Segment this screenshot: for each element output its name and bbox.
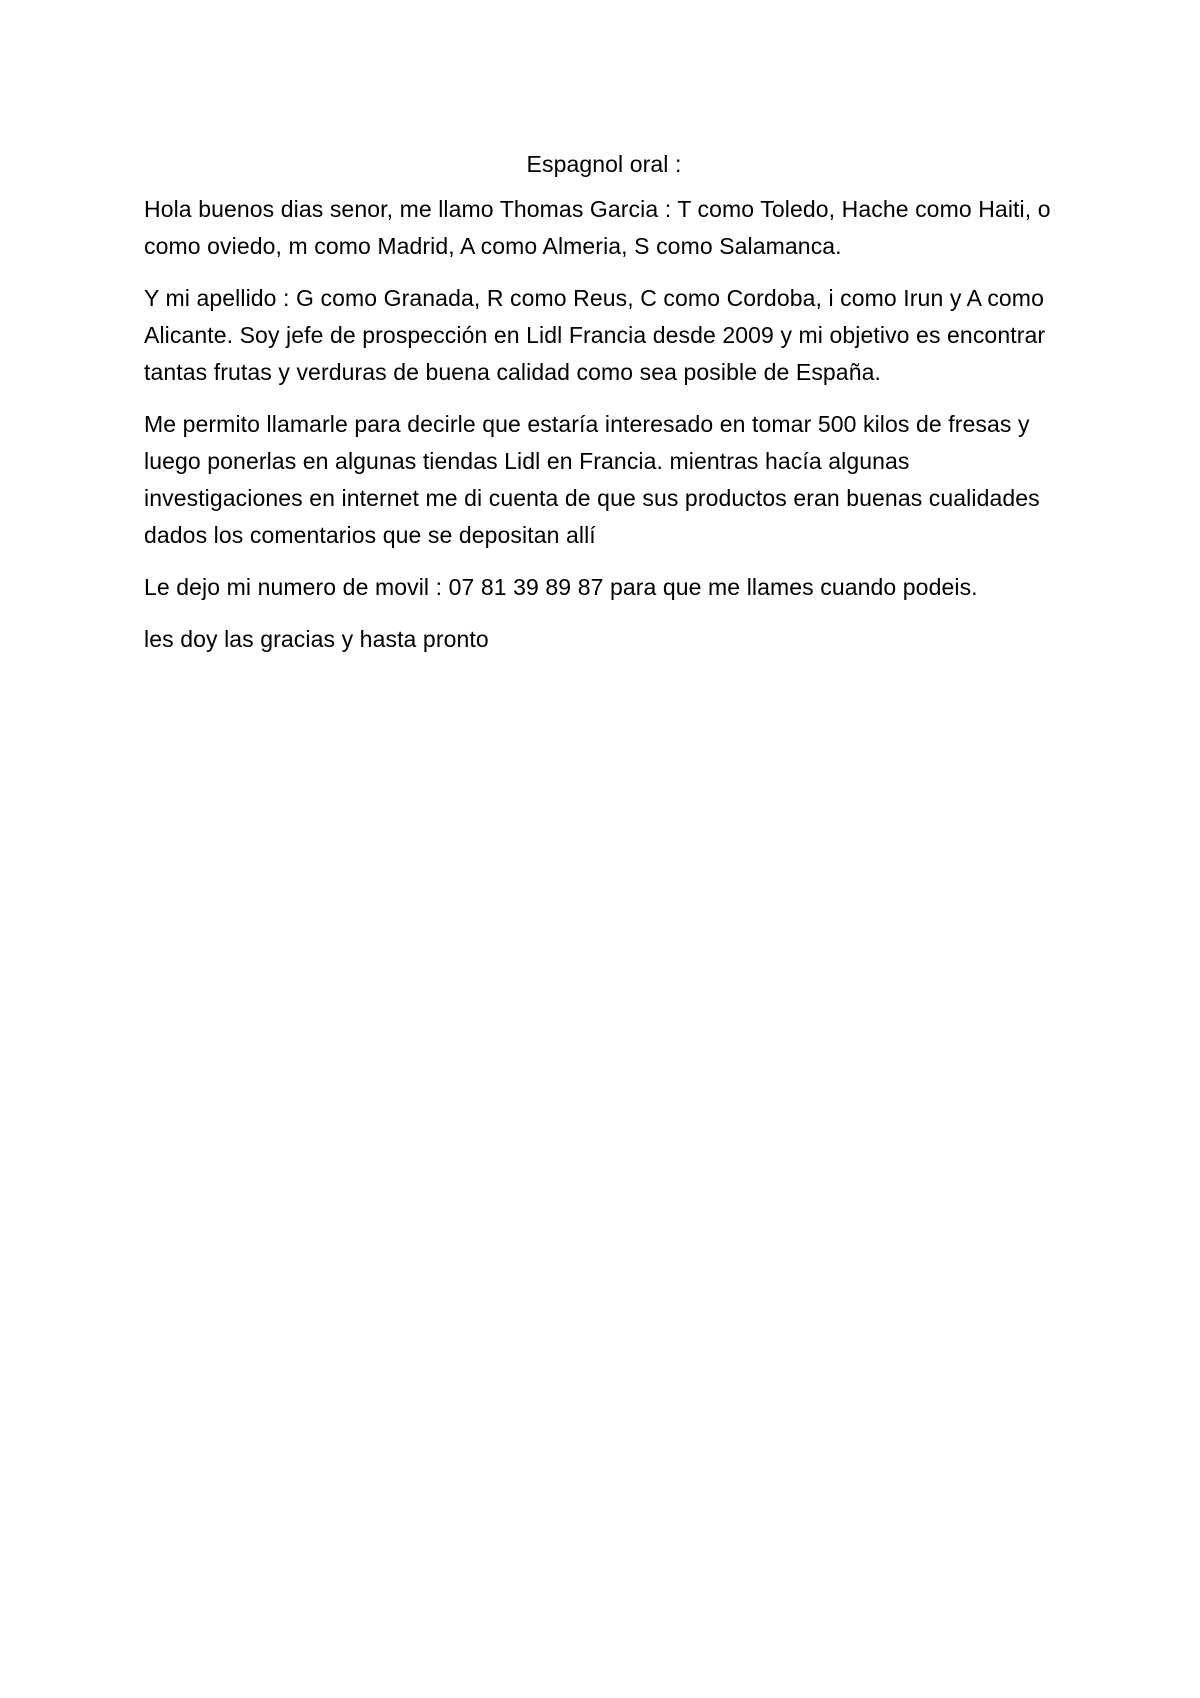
document-title: Espagnol oral : bbox=[526, 151, 682, 177]
paragraph-request: Me permito llamarle para decirle que estaría interesado en tomar 500 kilos de fresas y luego ponerlas en algunas tiendas Lidl en Francia. mientras hacía algunas investigaciones en internet me di cuenta de que sus productos eran buenas cualidades dados los comentarios que se depositan allí bbox=[144, 411, 1040, 548]
paragraph-closing: les doy las gracias y hasta pronto bbox=[144, 626, 489, 652]
document-body bbox=[144, 146, 1064, 673]
paragraph-surname-and-role: Y mi apellido : G como Granada, R como Reus, C como Cordoba, i como Irun y A como Alicante. Soy jefe de prospección en Lidl Francia desde 2009 y mi objetivo es encontrar tantas frutas y verduras de buena calidad como sea posible de España. bbox=[144, 285, 1046, 385]
paragraph-name-spelling: Hola buenos dias senor, me llamo Thomas Garcia : T como Toledo, Hache como Haiti, o como oviedo, m como Madrid, A como Almeria, S como Salamanca. bbox=[144, 196, 1051, 259]
paragraph-phone-number: Le dejo mi numero de movil : 07 81 39 89 87 para que me llames cuando podeis. bbox=[144, 574, 978, 600]
